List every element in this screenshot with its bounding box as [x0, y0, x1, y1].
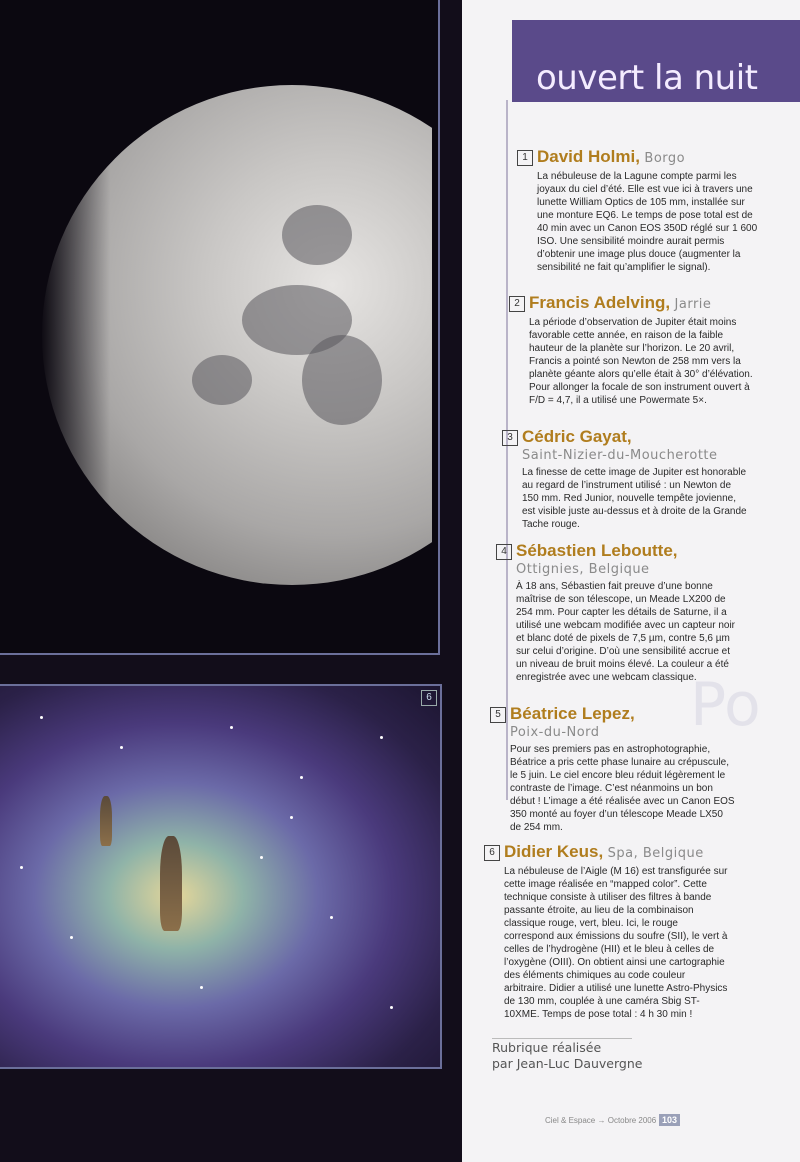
- photographer-name: Didier Keus,: [504, 842, 604, 861]
- page-footer: [545, 1116, 656, 1125]
- page-number: 103: [659, 1114, 680, 1126]
- credit-divider: [492, 1038, 632, 1039]
- entry-3: [502, 427, 747, 531]
- entry-text: La nébuleuse de la Lagune compte parmi les joyaux du ciel d’été. Elle est vue ici à travers une lunette William Optics de 105 mm, installée sur une monture EQ6. Le temps de pose total est de 40 min avec un Canon EOS 350D réglé sur 1 600 ISO. Une sensibilité moindre aurait permis d’obtenir une image plus douce (augmenter la sensibilité ne fait qu’amplifier le signal).: [537, 171, 758, 273]
- section-title: ouvert la nuit: [536, 58, 758, 98]
- moon-terminator-shadow: [40, 85, 110, 585]
- entry-1: [517, 147, 762, 274]
- photographer-place: Borgo: [644, 151, 686, 166]
- photographer-name: Francis Adelving,: [529, 293, 671, 312]
- entry-text: La période d’observation de Jupiter était moins favorable cette année, en raison de la faible hauteur de la planète sur l’horizon. Le 20 avril, Francis a pointé son Newton de 258 mm vers la planète géante alors qu’elle était à 30° d’élévation. Pour allonger la focale de son instrument ouvert à F/D = 4,7, il a utilisé une Powermate 5×.: [529, 317, 753, 406]
- entry-2: [509, 293, 754, 407]
- arrow-icon: →: [597, 1116, 606, 1125]
- entry-5: [490, 704, 735, 834]
- photographer-place: Jarrie: [674, 297, 712, 312]
- photographer-place: Spa, Belgique: [607, 846, 704, 861]
- entry-number: 1: [517, 150, 533, 166]
- moon-photo: [0, 0, 440, 655]
- photographer-name: Sébastien Leboutte,: [516, 541, 678, 560]
- magazine-name: Ciel & Espace: [545, 1116, 596, 1125]
- column-credit: [492, 1040, 692, 1072]
- credit-line-1: Rubrique réalisée: [492, 1040, 602, 1055]
- entry-text: La finesse de cette image de Jupiter est honorable au regard de l’instrument utilisé : un Newton de 150 mm. Red Junior, nouvelle tempête jovienne, est visible juste au-dessus et à droite de la Grande Tache rouge.: [522, 467, 747, 530]
- issue-date: Octobre 2006: [607, 1116, 657, 1125]
- entry-number: 3: [502, 430, 518, 446]
- entry-4: [496, 541, 741, 684]
- photographer-place: Poix-du-Nord: [510, 725, 600, 740]
- photographer-name: Béatrice Lepez,: [510, 704, 635, 723]
- entry-text: À 18 ans, Sébastien fait preuve d’une bonne maîtrise de son télescope, un Meade LX200 de 254 mm. Pour capter les détails de Saturne, il a utilisé une webcam modifiée avec un capteur noir et blanc doté de pixels de 7,5 µm, contre 5,6 µm sur celui d’origine. D’où une sensibilité accrue et un niveau de bruit moins élevé. La couleur a été enregistrée avec une webcam classique.: [516, 581, 736, 683]
- photographer-name: David Holmi,: [537, 147, 640, 166]
- eagle-nebula-photo: [0, 684, 442, 1069]
- entry-number: 4: [496, 544, 512, 560]
- photographer-place: Saint-Nizier-du-Moucherotte: [522, 448, 718, 463]
- background-ghost-letters: Po: [690, 670, 761, 740]
- credit-line-2: par Jean-Luc Dauvergne: [492, 1056, 643, 1071]
- photographer-place: Ottignies, Belgique: [516, 562, 650, 577]
- photo-number-tag: 6: [421, 690, 437, 706]
- entry-6: [484, 842, 729, 1021]
- photographer-name: Cédric Gayat,: [522, 427, 632, 446]
- entry-text: La nébuleuse de l’Aigle (M 16) est transfigurée sur cette image réalisée en “mapped color”. Cette technique consiste à utiliser des filtres à bande passante étroite, au lieu de la combinaison classique rouge, vert, bleu. Ici, le rouge correspond aux émissions du soufre (SII), le vert à celles de l’hydrogène (HII) et le bleu à celles de l’oxygène (OIII). On obtient ainsi une cartographie des éléments chimiques au code couleur arbitraire. Didier a utilisé une lunette Astro-Physics de 130 mm, couplée à une caméra Sbig ST-10XME. Temps de pose total : 4 h 30 min !: [504, 866, 728, 1020]
- entry-number: 5: [490, 707, 506, 723]
- entry-text: Pour ses premiers pas en astrophotographie, Béatrice a pris cette phase lunaire au crépuscule, le 5 juin. Le ciel encore bleu réduit légèrement le contraste de l’image. C’est néanmoins un bon début ! L’image a été réalisée avec un Canon EOS 350 monté au foyer d’un télescope Meade LX50 de 254 mm.: [510, 744, 735, 833]
- entry-number: 6: [484, 845, 500, 861]
- entry-number: 2: [509, 296, 525, 312]
